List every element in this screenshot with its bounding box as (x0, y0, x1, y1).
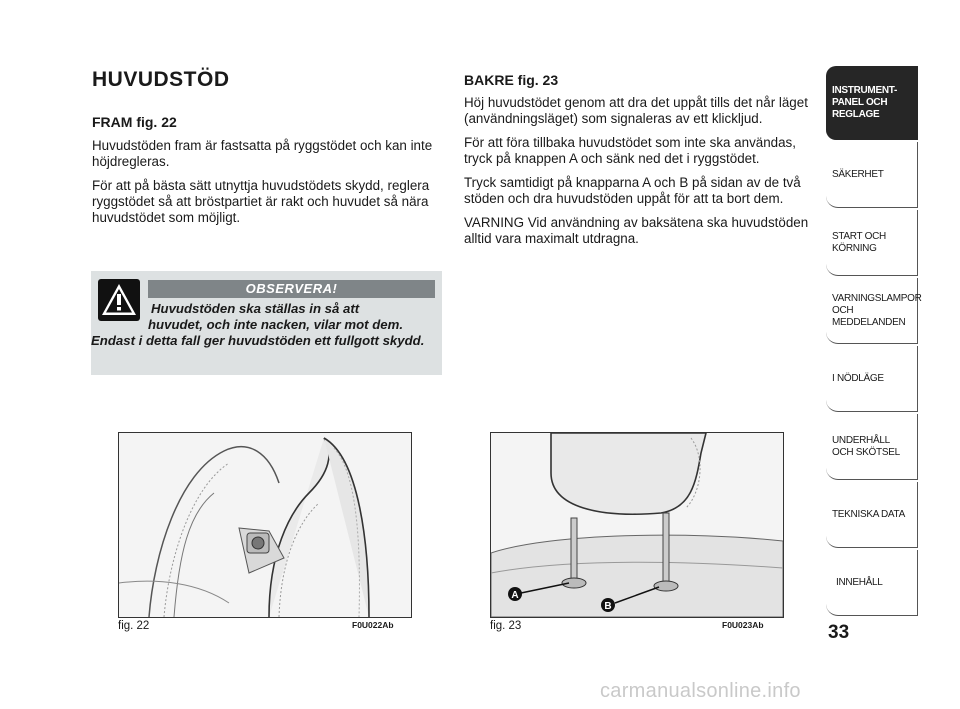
figure-23-code: F0U023Ab (722, 620, 764, 630)
page-heading: HUVUDSTÖD (92, 68, 230, 91)
rear-paragraph-3: Tryck samtidigt på knapparna A och B på sidan av de två stöden och dra huvudstöden uppåt för att ta bort dem. (464, 175, 801, 206)
front-title: FRAM fig. 22 (92, 114, 177, 130)
figure-23-caption: fig. 23 (490, 620, 522, 632)
figure-22-caption: fig. 22 (118, 620, 150, 632)
label-b: B (604, 601, 612, 612)
warning-rest: huvudet, och inte nacken, vilar mot dem. Endast i detta fall ger huvudstöden ett fullgott skydd. (91, 317, 425, 348)
warning-text (91, 301, 436, 349)
tab-tekniska-data[interactable] (826, 482, 918, 548)
rear-paragraph-1: Höj huvudstödet genom att dra det uppåt tills det når läget (användningsläget) som signaleras av ett klickljud. (464, 95, 808, 126)
tab-label: I NÖDLÄGE (832, 372, 884, 384)
rear-section (464, 72, 819, 255)
tab-i-nodlage[interactable] (826, 346, 918, 412)
warning-box (91, 271, 442, 375)
tab-label: UNDERHÅLL OCH SKÖTSEL (832, 434, 900, 458)
rear-paragraph-2: För att föra tillbaka huvudstödet som inte ska användas, tryck på knappen A och sänk ned det i ryggstödet. (464, 135, 796, 166)
figure-23-image (490, 432, 784, 618)
tab-label: INNEHÅLL (836, 576, 883, 588)
warning-title: OBSERVERA! (148, 280, 435, 298)
tab-sakerhet[interactable] (826, 142, 918, 208)
front-section (92, 114, 437, 234)
rear-title: BAKRE fig. 23 (464, 72, 559, 88)
front-paragraph-2: För att på bästa sätt utnyttja huvudstödets skydd, reglera ryggstödet så att bröstpartiet är rakt och huvudet så nära huvudstödet som möjligt. (92, 178, 430, 225)
warning-line-1: Huvudstöden ska ställas in så att (151, 301, 360, 316)
watermark: carmanualsonline.info (600, 680, 801, 702)
tab-label: INSTRUMENT- PANEL OCH REGLAGE (832, 84, 898, 120)
page-number: 33 (828, 622, 850, 643)
tab-label: SÄKERHET (832, 168, 884, 180)
label-a: A (511, 590, 519, 601)
tab-underhall[interactable] (826, 414, 918, 480)
rear-paragraph-4: VARNING Vid användning av baksätena ska huvudstöden alltid vara maximalt utdragna. (464, 215, 809, 246)
tab-start-och-korning[interactable] (826, 210, 918, 276)
tab-instrumentpanel[interactable] (826, 66, 918, 140)
tab-label: TEKNISKA DATA (832, 508, 905, 520)
front-paragraph-1: Huvudstöden fram är fastsatta på ryggstödet och kan inte höjdregleras. (92, 138, 433, 169)
tab-innehall[interactable] (826, 550, 918, 616)
figure-22-image (118, 432, 412, 618)
tab-label: START OCH KÖRNING (832, 230, 886, 254)
tab-varningslampor[interactable] (826, 278, 922, 344)
figure-22-code: F0U022Ab (352, 620, 394, 630)
tab-label: VARNINGSLAMPOR OCH MEDDELANDEN (832, 292, 922, 328)
